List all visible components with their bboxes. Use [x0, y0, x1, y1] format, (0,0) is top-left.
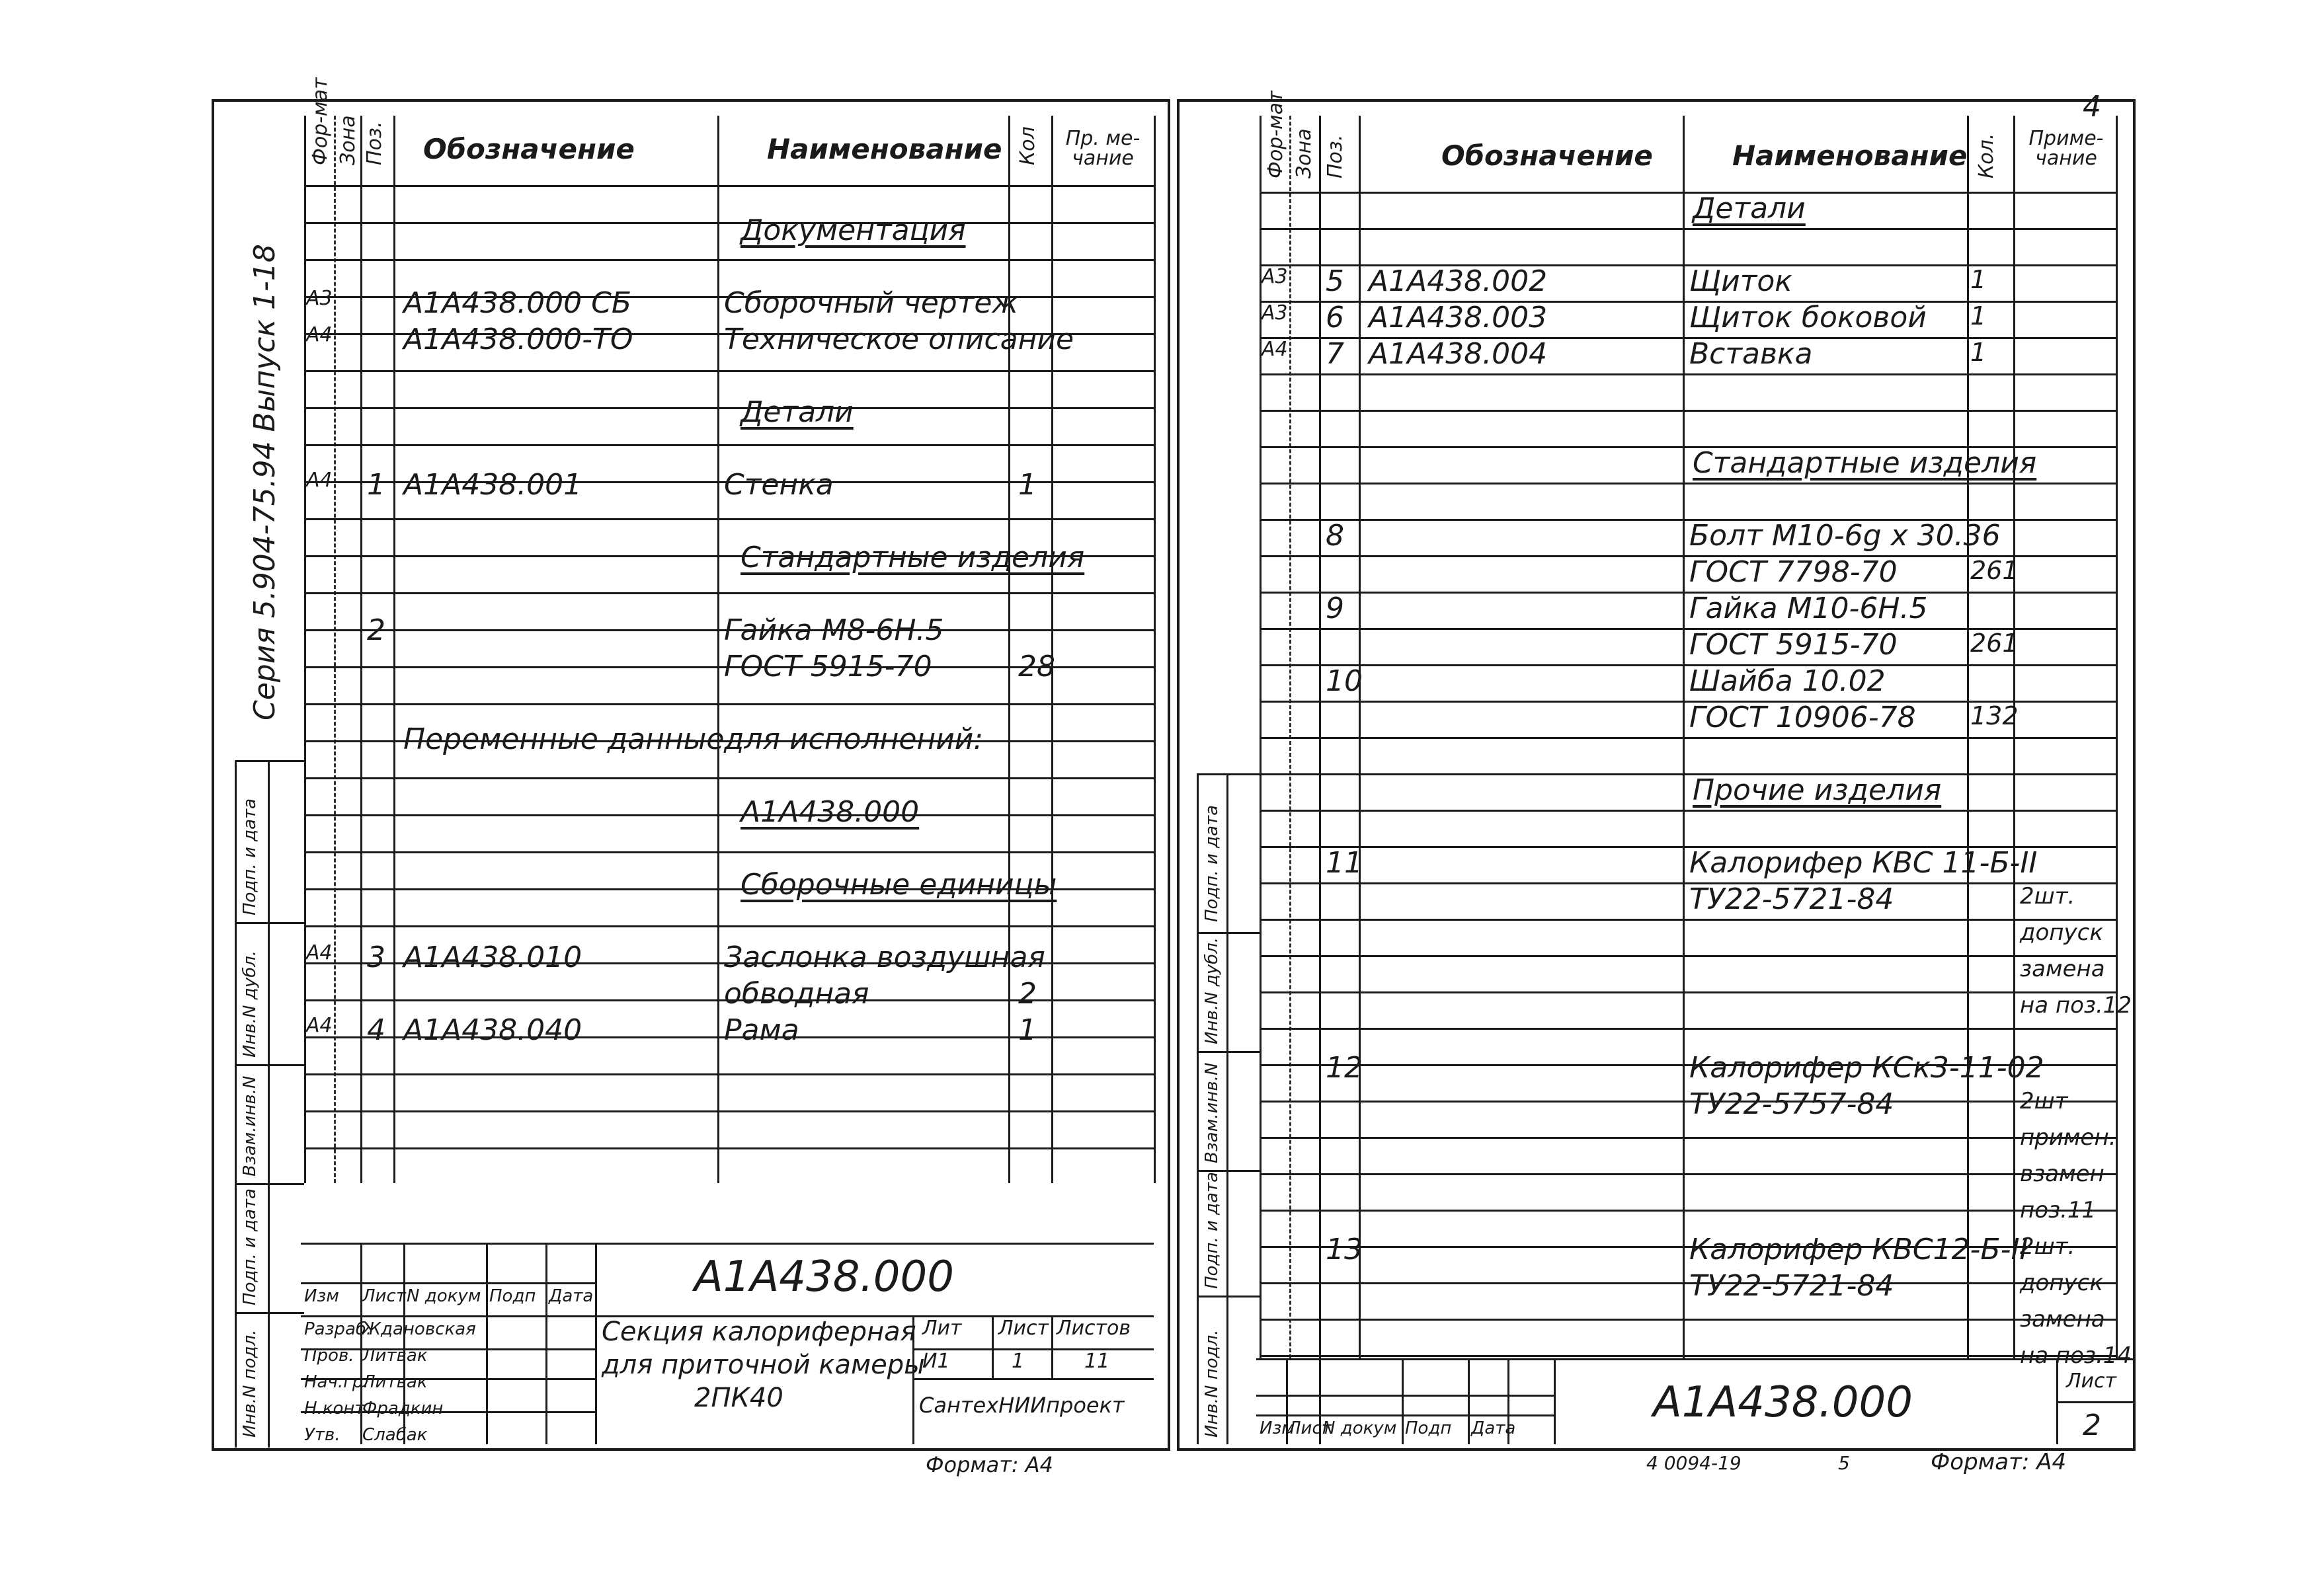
role-name: Литвак	[362, 1372, 428, 1392]
row-pos: 9	[1326, 592, 1344, 625]
row-format: А3	[1262, 265, 1288, 288]
stamp-strip-rule	[235, 1064, 304, 1066]
role-label: Утв.	[304, 1425, 341, 1445]
stamp-side-label: Подп. и дата	[1202, 804, 1222, 922]
row-designation: А1А438.003	[1369, 301, 1548, 334]
title-block-rule	[301, 1315, 595, 1317]
row-pos: 5	[1326, 264, 1344, 298]
right-row-rule	[1260, 1137, 2116, 1139]
right-header-rule	[1260, 192, 2116, 194]
stamp-strip-rule	[1197, 932, 1260, 934]
left-sheet	[212, 99, 1170, 1451]
header-qty: Кол	[1016, 126, 1039, 165]
sheets-value: 11	[1084, 1350, 1110, 1373]
stamp-strip-rule	[235, 760, 304, 762]
row-name: ТУ22-5721-84	[1689, 1269, 1894, 1303]
sheet-label: Лист	[998, 1317, 1049, 1340]
title-block-line	[486, 1243, 488, 1444]
footer-num: 5	[1838, 1452, 1850, 1474]
title-block-rule	[301, 1243, 1154, 1245]
role-name: Литвак	[362, 1346, 428, 1366]
left-col-line	[334, 116, 336, 1183]
title-col-label: Лист	[362, 1286, 406, 1306]
row-format: А3	[306, 287, 333, 310]
row-format: А4	[306, 323, 333, 346]
row-name: Калорифер КСк3-11-02	[1689, 1051, 2044, 1085]
row-pos: 2	[367, 613, 385, 647]
stamp-side-label: Взам.инв.N	[1202, 1062, 1222, 1163]
sheet-label: Лист	[2066, 1370, 2117, 1393]
title-col-label: N докум	[1322, 1418, 1397, 1438]
left-row-rule	[304, 925, 1154, 927]
title-block-rule	[2056, 1401, 2136, 1403]
row-designation: А1А438.010	[403, 941, 582, 974]
row-pos: 10	[1326, 664, 1363, 698]
sheet-value: 1	[1012, 1350, 1025, 1373]
row-format: А4	[306, 941, 333, 964]
right-row-rule	[1260, 410, 2116, 412]
lit-label: Лит	[922, 1317, 962, 1340]
sheet-value: 2	[2083, 1409, 2101, 1442]
footer-code: 4 0094-19	[1646, 1452, 1742, 1474]
header-qty: Кол.	[1975, 133, 1998, 178]
row-name: Вставка	[1689, 337, 1813, 371]
stamp-strip-rule	[1197, 773, 1260, 775]
header-name: Наименование	[767, 133, 1002, 165]
right-row-rule	[1260, 919, 2116, 921]
title-block-line	[595, 1243, 597, 1444]
row-name: Калорифер КВС 11-Б-II	[1689, 846, 2038, 880]
stamp-strip-rule	[1197, 1296, 1260, 1297]
row-pos: 3	[367, 941, 385, 974]
header-note: Приме-чание	[2028, 127, 2104, 170]
left-row-rule	[304, 592, 1154, 594]
section-heading: Прочие изделия	[1693, 773, 1942, 807]
row-format: А4	[306, 469, 333, 492]
stamp-strip-line	[1226, 773, 1228, 1444]
row-designation: А1А438.040	[403, 1013, 582, 1047]
row-qty: 1	[1970, 265, 1987, 294]
left-row-rule	[304, 814, 1154, 816]
right-row-rule	[1260, 1282, 2116, 1284]
right-row-rule	[1260, 882, 2116, 884]
row-designation: А1А438.000 СБ	[403, 286, 632, 320]
doc-number: А1А438.000	[1653, 1378, 1913, 1427]
title-col-label: Подп	[1405, 1418, 1452, 1438]
right-row-rule	[1260, 773, 2116, 775]
row-name: Рама	[724, 1013, 799, 1047]
row-pos: 1	[367, 468, 385, 502]
title-block-line	[1402, 1358, 1404, 1444]
stamp-side-label: Инв.N дубл.	[1202, 937, 1222, 1044]
role-name: Слабак	[362, 1425, 428, 1445]
format-label: Формат: А4	[1931, 1449, 2067, 1475]
row-note: взамен	[2020, 1161, 2104, 1187]
title-block-rule	[1256, 1358, 2136, 1360]
row-name: ГОСТ 10906-78	[1689, 701, 1916, 734]
title-block-line	[992, 1315, 994, 1378]
stamp-side-label: Взам.инв.N	[240, 1075, 260, 1177]
title-block-line	[1554, 1358, 1556, 1444]
stamp-side-label: Инв.N подл.	[240, 1329, 260, 1438]
left-row-rule	[304, 1110, 1154, 1112]
row-name: Шайба 10.02	[1689, 664, 1886, 698]
left-row-rule	[304, 222, 1154, 224]
row-name: ГОСТ 5915-70	[1689, 628, 1898, 662]
row-qty: 28	[1018, 650, 1055, 683]
header-format: Фор-мат	[1264, 91, 1287, 178]
row-name: Щиток	[1689, 264, 1792, 298]
section-heading: Документация	[741, 213, 966, 247]
left-row-rule	[304, 518, 1154, 520]
row-note: на поз.12	[2020, 992, 2132, 1019]
doc-title-line: Секция калориферная	[602, 1317, 916, 1347]
right-row-rule	[1260, 1319, 2116, 1321]
stamp-side-label: Подп. и дата	[240, 798, 260, 915]
right-row-rule	[1260, 1210, 2116, 1212]
title-block-rule	[912, 1378, 1154, 1380]
right-row-rule	[1260, 1355, 2116, 1357]
role-label: Нач.гр.	[304, 1372, 369, 1392]
row-qty: 261	[1970, 556, 2019, 585]
row-name: Стенка	[724, 468, 834, 502]
row-qty: 2	[1018, 977, 1037, 1011]
title-block-line	[1051, 1315, 1053, 1378]
sheets-label: Листов	[1057, 1317, 1131, 1340]
stamp-side-label: Подп. и дата	[240, 1188, 260, 1305]
row-qty: 261	[1970, 629, 2019, 658]
left-row-rule	[304, 703, 1154, 705]
row-designation: Переменные данные	[403, 722, 725, 756]
header-format: Фор-мат	[309, 77, 332, 165]
row-name: Гайка М8-6Н.5	[724, 613, 944, 647]
row-note: 2шт.	[2020, 883, 2075, 910]
section-heading: Стандартные изделия	[741, 541, 1085, 574]
header-zone: Зона	[1293, 128, 1316, 178]
doc-title-line: для приточной камеры	[602, 1350, 925, 1380]
header-pos: Поз.	[363, 121, 386, 165]
row-note: допуск	[2020, 1270, 2103, 1296]
left-row-rule	[304, 1147, 1154, 1149]
row-name: Сборочный чертеж	[724, 286, 1019, 320]
left-row-rule	[304, 259, 1154, 261]
stamp-strip-line	[268, 760, 270, 1448]
row-name: Щиток боковой	[1689, 301, 1927, 334]
right-col-line	[2116, 116, 2118, 1358]
row-note: на поз.14	[2020, 1342, 2132, 1369]
stamp-strip-line	[1197, 773, 1199, 1444]
side-series-label: Серия 5.904-75.94 Выпуск 1-18	[248, 244, 282, 720]
row-designation: А1А438.001	[403, 468, 582, 502]
row-note: допуск	[2020, 919, 2103, 946]
header-designation: Обозначение	[1441, 139, 1653, 172]
header-name: Наименование	[1732, 139, 1968, 172]
right-row-rule	[1260, 1173, 2116, 1175]
row-name: ГОСТ 5915-70	[724, 650, 932, 683]
row-qty: 1	[1970, 301, 1987, 330]
stamp-strip-rule	[1197, 1051, 1260, 1053]
left-col-line	[1154, 116, 1156, 1183]
role-label: Пров.	[304, 1346, 354, 1366]
format-label: Формат: А4	[926, 1452, 1054, 1477]
title-block-line	[1468, 1358, 1470, 1444]
row-name: Техническое описание	[724, 323, 1074, 356]
left-row-rule	[304, 444, 1154, 446]
stamp-strip-rule	[235, 922, 304, 924]
row-note: 2шт	[2020, 1088, 2068, 1114]
row-format: А4	[306, 1014, 333, 1037]
row-name: ГОСТ 7798-70	[1689, 555, 1898, 589]
right-row-rule	[1260, 1028, 2116, 1030]
row-qty: 1	[1018, 1013, 1037, 1047]
row-note: примен.	[2020, 1124, 2116, 1151]
title-col-label: N докум	[407, 1286, 481, 1306]
title-block-line	[545, 1243, 547, 1444]
right-row-rule	[1260, 810, 2116, 812]
row-name: Гайка М10-6Н.5	[1689, 592, 1928, 625]
left-col-line	[360, 116, 362, 1183]
stamp-strip-rule	[235, 1312, 304, 1314]
row-pos: 12	[1326, 1051, 1363, 1085]
doc-number: А1А438.000	[694, 1253, 954, 1301]
section-heading: Детали	[741, 395, 854, 429]
title-col-label: Лист	[1288, 1418, 1332, 1438]
header-pos: Поз.	[1324, 134, 1347, 178]
role-name: Фрадкин	[362, 1399, 444, 1418]
header-designation: Обозначение	[423, 133, 635, 165]
title-block-rule	[301, 1282, 595, 1284]
stamp-strip-rule	[235, 1183, 304, 1185]
row-name: ТУ22-5721-84	[1689, 882, 1894, 916]
row-name: Заслонка воздушная	[724, 941, 1045, 974]
stamp-side-label: Инв.N подл.	[1202, 1329, 1222, 1438]
section-heading: А1А438.000	[741, 795, 920, 829]
right-row-rule	[1260, 483, 2116, 484]
role-label: Разраб.	[304, 1319, 372, 1339]
right-row-rule	[1260, 991, 2116, 993]
page-number: 4	[2083, 90, 2101, 124]
row-note: замена	[2020, 1306, 2105, 1333]
right-row-rule	[1260, 955, 2116, 957]
row-name: для исполнений:	[724, 722, 984, 756]
doc-title-line: 2ПК40	[694, 1383, 783, 1413]
left-row-rule	[304, 1073, 1154, 1075]
right-row-rule	[1260, 592, 2116, 594]
section-heading: Стандартные изделия	[1693, 446, 2037, 480]
left-header-rule	[304, 185, 1154, 187]
row-pos: 4	[367, 1013, 385, 1047]
title-col-label: Дата	[549, 1286, 594, 1306]
role-name: Ждановская	[362, 1319, 476, 1339]
left-row-rule	[304, 407, 1154, 409]
row-pos: 13	[1326, 1233, 1363, 1266]
left-col-line	[393, 116, 395, 1183]
header-note: Пр. ме-чание	[1065, 127, 1141, 170]
row-note: замена	[2020, 956, 2105, 982]
title-col-label: Изм	[304, 1286, 339, 1306]
right-row-rule	[1260, 228, 2116, 230]
header-zone: Зона	[337, 115, 360, 165]
row-pos: 11	[1326, 846, 1363, 880]
row-qty: 1	[1970, 338, 1987, 367]
right-row-rule	[1260, 373, 2116, 375]
row-name: Болт М10-6g x 30.36	[1689, 519, 2001, 553]
lit-value: И1	[922, 1350, 950, 1373]
row-pos: 8	[1326, 519, 1344, 553]
row-pos: 6	[1326, 301, 1344, 334]
section-heading: Детали	[1693, 192, 1806, 225]
title-col-label: Подп	[489, 1286, 536, 1306]
left-row-rule	[304, 370, 1154, 372]
title-col-label: Изм	[1260, 1418, 1295, 1438]
title-col-label: Дата	[1471, 1418, 1516, 1438]
left-row-rule	[304, 777, 1154, 779]
row-designation: А1А438.004	[1369, 337, 1548, 371]
row-pos: 7	[1326, 337, 1344, 371]
row-qty: 1	[1018, 468, 1037, 502]
row-designation: А1А438.000-ТО	[403, 323, 633, 356]
row-format: А4	[1262, 338, 1288, 361]
role-label: Н.конт	[304, 1399, 365, 1418]
left-row-rule	[304, 851, 1154, 853]
stamp-side-label: Подп. и дата	[1202, 1171, 1222, 1289]
row-note: поз.11	[2020, 1197, 2097, 1223]
organization-name: СантехНИИпроект	[919, 1393, 1125, 1418]
right-row-rule	[1260, 1101, 2116, 1103]
row-name: Калорифер КВС12-Б-II	[1689, 1233, 2028, 1266]
stamp-strip-line	[235, 760, 237, 1448]
row-name: обводная	[724, 977, 869, 1011]
stamp-side-label: Инв.N дубл.	[240, 950, 260, 1058]
row-format: А3	[1262, 301, 1288, 325]
right-row-rule	[1260, 664, 2116, 666]
row-designation: А1А438.002	[1369, 264, 1548, 298]
row-name: ТУ22-5757-84	[1689, 1087, 1894, 1121]
row-note: 2шт.	[2020, 1233, 2075, 1260]
right-row-rule	[1260, 737, 2116, 739]
row-qty: 132	[1970, 701, 2019, 730]
left-col-line	[1008, 116, 1010, 1183]
section-heading: Сборочные единицы	[741, 868, 1057, 902]
left-col-line	[717, 116, 719, 1183]
